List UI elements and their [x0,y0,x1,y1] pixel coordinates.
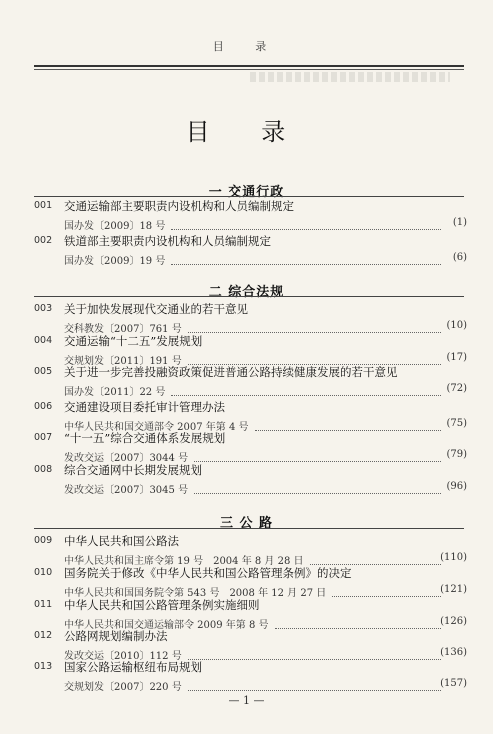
entry-number: 009 [34,535,53,546]
entry-page: (1) [452,217,467,228]
entry-number: 002 [34,235,53,246]
entry-title: 中华人民共和国公路法 [64,534,179,548]
leader-dots [188,647,441,660]
entry-title: 综合交通网中长期发展规划 [64,463,202,477]
leader-dots [171,252,441,265]
entry-page: (96) [446,481,467,492]
entry-document-number: 发改交运〔2007〕3045 号 [64,485,189,496]
entry-document-number: 交规划发〔2007〕220 号 [64,682,182,693]
header-rule [34,65,464,67]
entry-document-number: 国办发〔2009〕18 号 [64,221,166,232]
entry-page: (136) [440,647,467,658]
leader-dots [275,616,441,629]
entry-number: 007 [34,432,53,443]
leader-dots [171,383,441,396]
leader-dots [171,217,441,230]
section-heading: 三 公 路 [219,516,274,531]
entry-document-number: 国办发〔2009〕19 号 [64,256,166,267]
leader-dots [188,320,441,333]
entry-page: (6) [452,252,467,263]
entry-number: 008 [34,464,53,475]
entry-title: 铁道部主要职责内设机构和人员编制规定 [64,234,271,248]
entry-number: 013 [34,661,53,672]
entry-page: (121) [440,584,467,595]
entry-number: 006 [34,401,53,412]
entry-page: (126) [440,616,467,627]
entry-document-number: 发改交运〔2007〕3044 号 [64,453,189,464]
entry-title: 公路网规划编制办法 [64,629,168,643]
entry-document-number: 中华人民共和国国务院令第 543 号 2008 年 12 月 27 日 [64,588,327,599]
section-rule [34,528,464,529]
entry-title: 交通运输部主要职责内设机构和人员编制规定 [64,199,294,213]
entry-page: (79) [446,449,467,460]
entry-number: 001 [34,200,53,211]
entry-document-number: 交科教发〔2007〕761 号 [64,324,182,335]
section-heading: 一 交通行政 [208,185,285,200]
entry-title: “十一五”综合交通体系发展规划 [64,431,226,445]
section-rule [34,296,464,297]
leader-dots [332,584,441,597]
entry-page: (75) [446,418,467,429]
entry-document-number: 中华人民共和国交通部令 2007 年第 4 号 [64,422,249,433]
bleed-through-text [250,72,450,82]
entry-number: 003 [34,303,53,314]
entry-title: 国务院关于修改《中华人民共和国公路管理条例》的决定 [64,566,352,580]
page-number: — 1 — [228,694,265,707]
running-head: 目 录 [212,40,281,53]
entry-title: 交通运输“十二五”发展规划 [64,334,203,348]
page-title: 目 录 [185,118,308,146]
entry-title: 国家公路运输枢纽布局规划 [64,660,202,674]
entry-number: 004 [34,335,53,346]
entry-title: 关于进一步完善投融资政策促进普通公路持续健康发展的若干意见 [64,365,398,379]
section-rule [34,196,464,197]
entry-document-number: 中华人民共和国主席令第 19 号 2004 年 8 月 28 日 [64,556,304,567]
entry-title: 交通建设项目委托审计管理办法 [64,400,225,414]
entry-document-number: 中华人民共和国交通运输部令 2009 年第 8 号 [64,620,269,631]
entry-number: 012 [34,630,53,641]
leader-dots [310,552,441,565]
entry-title: 中华人民共和国公路管理条例实施细则 [64,598,260,612]
entry-title: 关于加快发展现代交通业的若干意见 [64,302,248,316]
leader-dots [188,678,441,691]
entry-page: (110) [440,552,467,563]
leader-dots [194,481,441,494]
section-heading: 二 综合法规 [208,285,285,300]
entry-page: (72) [446,383,467,394]
entry-page: (157) [440,678,467,689]
entry-page: (10) [446,320,467,331]
entry-document-number: 国办发〔2011〕22 号 [64,387,166,398]
entry-document-number: 交规划发〔2011〕191 号 [64,356,182,367]
entry-number: 005 [34,366,53,377]
leader-dots [255,418,441,431]
leader-dots [194,449,441,462]
entry-number: 011 [34,599,53,610]
entry-number: 010 [34,567,53,578]
entry-page: (17) [446,352,467,363]
entry-document-number: 发改交运〔2010〕112 号 [64,651,182,662]
